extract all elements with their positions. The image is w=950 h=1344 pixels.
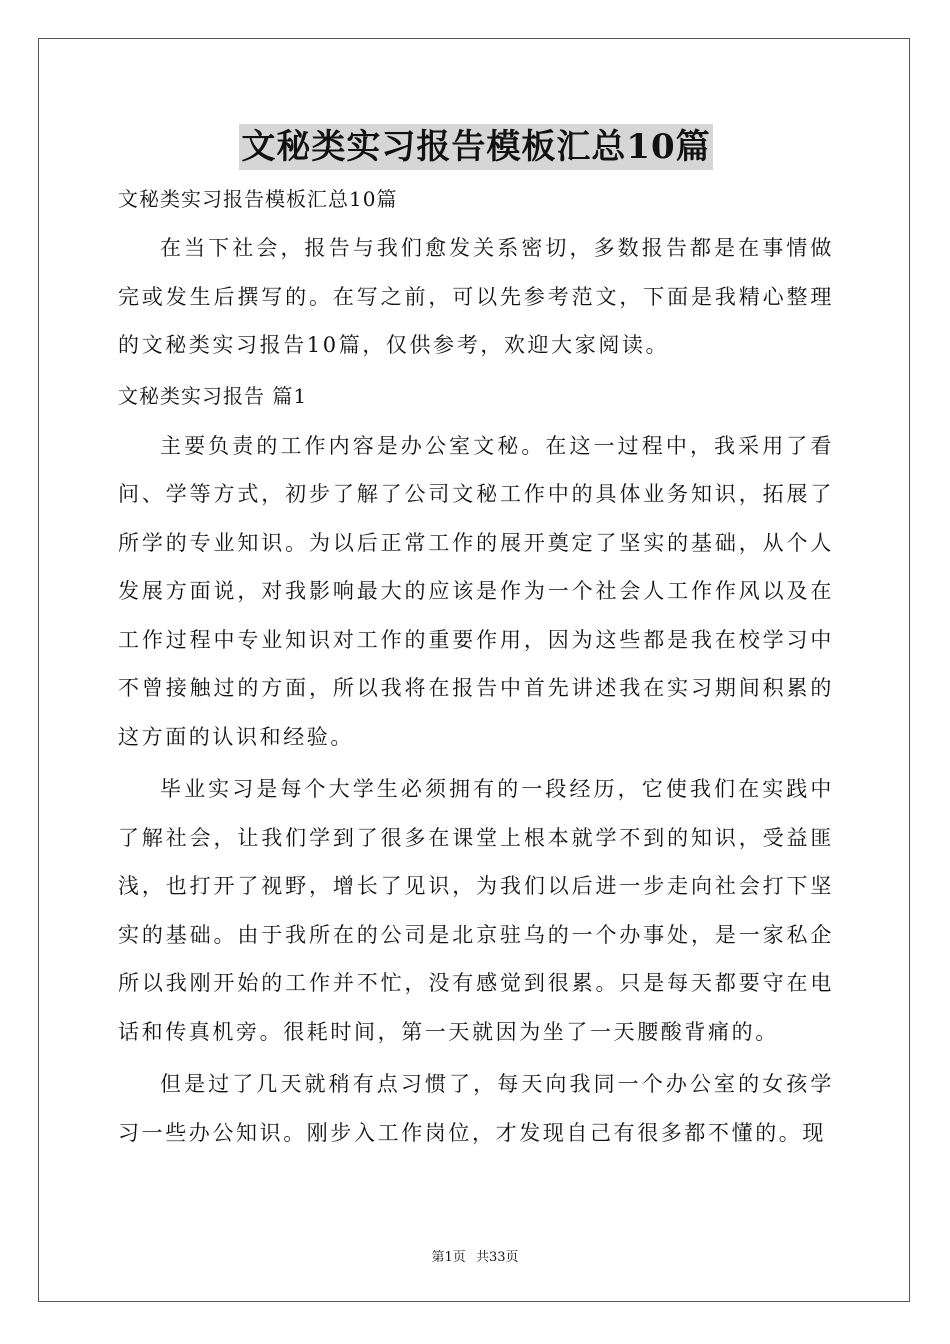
document-subtitle: 文秘类实习报告模板汇总10篇 (118, 187, 398, 211)
body-paragraph: 毕业实习是每个大学生必须拥有的一段经历，它使我们在实践中了解社会，让我们学到了很多在课堂上根本就学不到的知识，受益匪浅，也打开了视野，增长了见识，为我们以后进一步走向社会打下坚实的基础。由于我所在的公司是北京驻乌的一个办事处，是一家私企所以我刚开始的工作并不忙，没有感觉到很累。只是每天都要守在电话和传真机旁。很耗时间，第一天就因为坐了一天腰酸背痛的。 (118, 777, 834, 1044)
page-footer (0, 1246, 950, 1265)
intro-paragraph: 在当下社会，报告与我们愈发关系密切，多数报告都是在事情做完或发生后撰写的。在写之前，可以先参考范文，下面是我精心整理的文秘类实习报告10篇，仅供参考，欢迎大家阅读。 (118, 236, 834, 357)
document-body (118, 124, 834, 1157)
page-number: 第1页 (431, 1250, 466, 1265)
title-container (118, 124, 834, 170)
body-paragraph: 但是过了几天就稍有点习惯了，每天向我同一个办公室的女孩学习一些办公知识。刚步入工作岗位，才发现自己有很多都不懂的。现 (118, 1072, 834, 1145)
document-title: 文秘类实习报告模板汇总10篇 (239, 124, 712, 170)
page-total: 共33页 (475, 1250, 519, 1265)
body-paragraph: 主要负责的工作内容是办公室文秘。在这一过程中，我采用了看问、学等方式，初步了解了公司文秘工作中的具体业务知识，拓展了所学的专业知识。为以后正常工作的展开奠定了坚实的基础，从个人发展方面说，对我影响最大的应该是作为一个社会人工作作风以及在工作过程中专业知识对工作的重要作用，因为这些都是我在校学习中不曾接触过的方面，所以我将在报告中首先讲述我在实习期间积累的这方面的认识和经验。 (118, 433, 834, 749)
section-heading: 文秘类实习报告 篇1 (118, 383, 308, 408)
